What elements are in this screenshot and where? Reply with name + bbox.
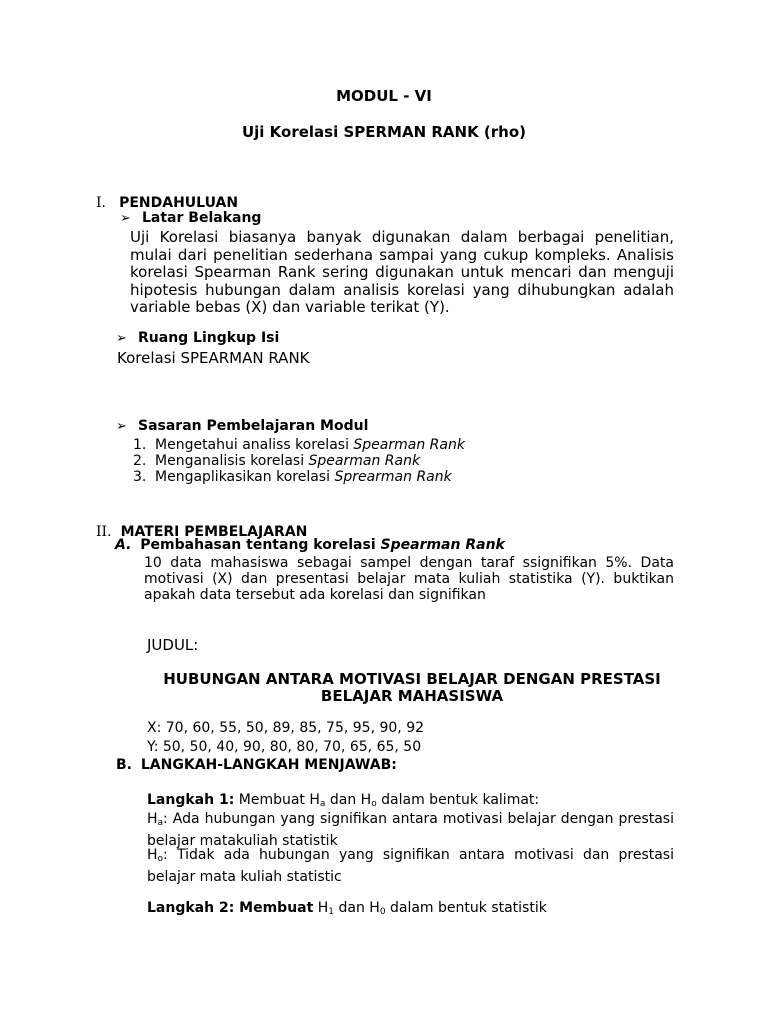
list-item	[133, 453, 465, 469]
subsection-b-title: LANGKAH-LANGKAH MENJAWAB:	[140, 757, 397, 773]
subsection-a-paragraph: 10 data mahasiswa sebagai sampel dengan taraf ssignifikan 5%. Data motivasi (X) dan presentasi belajar mata kuliah statistika (Y). buktikan apakah data tersebut ada korelasi dan signifikan	[144, 555, 674, 603]
subsection-a-letter: A.	[115, 537, 132, 553]
latar-belakang-heading	[120, 210, 261, 226]
hypothesis-ha	[147, 810, 674, 850]
section-1-title: PENDAHULUAN	[119, 195, 239, 211]
subsection-a-title-emphasis: Spearman Rank	[380, 537, 505, 553]
arrow-bullet-icon: ➢	[116, 331, 127, 346]
subscript: 1	[328, 907, 335, 917]
subscript: o	[157, 854, 164, 864]
judul-label: JUDUL:	[147, 636, 199, 654]
latar-belakang-label: Latar Belakang	[142, 210, 262, 226]
subscript: a	[319, 799, 326, 809]
subsection-b-letter: B.	[116, 757, 132, 773]
step-2-text: dalam bentuk statistik	[385, 900, 547, 916]
step-2	[147, 900, 547, 917]
list-number: 2.	[133, 453, 147, 469]
sasaran-heading	[116, 418, 368, 434]
step-2-text: H	[313, 900, 329, 916]
latar-belakang-paragraph: Uji Korelasi biasanya banyak digunakan dalam berbagai penelitian, mulai dari penelitian sederhana sampai yang cukup kompleks. Analisis korelasi Spearman Rank sering digunakan untuk mencari dan menguji hipotesis hubungan dalam analisis korelasi yang dihubungkan adalah variable bebas (X) dan variable terikat (Y).	[130, 228, 674, 316]
list-emphasis: Spearman Rank	[308, 453, 421, 469]
section-2-numeral: II.	[96, 524, 112, 540]
list-emphasis: Spearman Rank	[353, 437, 465, 453]
ruang-lingkup-text: Korelasi SPEARMAN RANK	[117, 349, 310, 367]
subsection-a-heading	[115, 537, 505, 553]
ho-prefix: H	[147, 847, 158, 863]
sasaran-list	[133, 437, 465, 485]
sasaran-label: Sasaran Pembelajaran Modul	[138, 418, 369, 434]
y-data: Y: 50, 50, 40, 90, 80, 80, 70, 65, 65, 50	[147, 739, 422, 755]
list-emphasis: Sprearman Rank	[334, 469, 452, 485]
arrow-bullet-icon: ➢	[120, 211, 131, 226]
x-data: X: 70, 60, 55, 50, 89, 85, 75, 95, 90, 92	[147, 720, 425, 736]
step-1-text: Membuat H	[234, 792, 320, 808]
subscript: a	[157, 818, 164, 828]
section-1-numeral: I.	[96, 195, 106, 211]
step-1-text: dalam bentuk kalimat:	[376, 792, 540, 808]
ruang-lingkup-heading	[116, 330, 279, 346]
list-text: Mengaplikasikan korelasi	[155, 469, 335, 485]
list-item	[133, 469, 465, 485]
step-2-label: Langkah 2: Membuat	[147, 900, 314, 916]
hypothesis-ho	[147, 846, 674, 886]
list-text: Menganalisis korelasi	[155, 453, 309, 469]
judul-line-1: HUBUNGAN ANTARA MOTIVASI BELAJAR DENGAN PRESTASI	[163, 670, 661, 688]
list-number: 1.	[133, 437, 147, 453]
ha-prefix: H	[147, 811, 158, 827]
list-item	[133, 437, 465, 453]
judul-line-2: BELAJAR MAHASISWA	[320, 687, 504, 705]
step-1-label: Langkah 1:	[147, 792, 235, 808]
section-1-heading	[96, 192, 238, 211]
subscript: o	[371, 799, 377, 809]
step-1-text: dan H	[325, 792, 372, 808]
ruang-lingkup-label: Ruang Lingkup Isi	[138, 330, 280, 346]
ha-text: : Ada hubungan yang signifikan antara motivasi belajar dengan prestasi belajar matakuliah statistik	[147, 811, 674, 849]
step-2-text: dan H	[334, 900, 380, 916]
step-1	[147, 792, 539, 809]
arrow-bullet-icon: ➢	[116, 419, 127, 434]
list-text: Mengetahui analiss korelasi	[155, 437, 354, 453]
page-subtitle: Uji Korelasi SPERMAN RANK (rho)	[241, 123, 527, 141]
subsection-a-title: Pembahasan tentang korelasi	[140, 537, 381, 553]
page-title: MODUL - VI	[336, 87, 432, 105]
list-number: 3.	[133, 469, 147, 485]
subscript: 0	[379, 907, 386, 917]
ho-text: : Tidak ada hubungan yang signifikan antara motivasi dan prestasi belajar mata kuliah statistic	[147, 847, 674, 885]
section-2-title: MATERI PEMBELAJARAN	[120, 524, 308, 540]
subsection-b-heading	[116, 757, 397, 773]
